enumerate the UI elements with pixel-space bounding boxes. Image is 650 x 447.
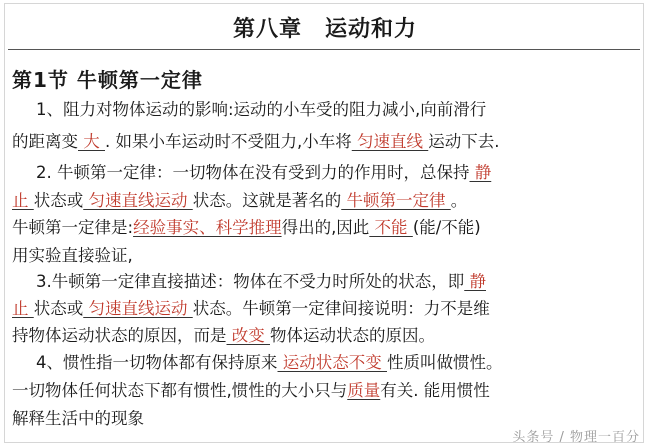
text-segment: 运动下去. — [428, 132, 500, 151]
text-segment: 牛顿第一定律是: — [12, 218, 134, 237]
text-segment: 2. 牛顿第一定律：一切物体在没有受到力的作用时，总保持 — [36, 163, 470, 182]
text-segment: 。 — [450, 191, 468, 210]
text-segment: 解释生活中的现象 — [12, 409, 144, 428]
text-segment: 持物体运动状态的原因，而是 — [12, 326, 227, 345]
text-line — [12, 322, 650, 350]
text-line — [12, 377, 650, 405]
text-segment: 物体运动状态的原因。 — [270, 326, 435, 345]
fill-in-answer: 运动状态不变 — [277, 353, 387, 372]
fill-in-answer: 匀速直线运动 — [83, 299, 193, 318]
text-line — [12, 187, 650, 215]
chapter-title: 第八章 运动和力 — [232, 17, 417, 42]
text-segment: 3.牛顿第一定律直接描述：物体在不受力时所处的状态，即 — [36, 272, 465, 291]
text-line — [12, 242, 650, 270]
text-segment: 状态或 — [33, 191, 84, 210]
text-line — [12, 128, 650, 156]
text-segment: 性质叫做惯性。 — [387, 353, 503, 372]
fill-in-answer: 大 — [78, 132, 105, 151]
text-segment: 4、惯性指一切物体都有保持原来 — [36, 353, 278, 372]
text-segment: 得出的,因此 — [281, 218, 370, 237]
text-line — [36, 268, 650, 296]
fill-in-answer: 止 — [12, 191, 34, 210]
fill-in-answer: 改变 — [226, 326, 270, 345]
text-segment: 状态。这就是著名的 — [192, 191, 342, 210]
text-segment: . 如果小车运动时不受阻力,小车将 — [105, 132, 352, 151]
fill-in-answer: 不能 — [369, 218, 413, 237]
text-segment: 用实验直接验证, — [12, 246, 133, 265]
text-segment: 状态。牛顿第一定律间接说明：力不是维 — [192, 299, 490, 318]
section-title: 第1节 牛顿第一定律 — [12, 68, 203, 92]
text-segment: 的距离变 — [12, 132, 78, 151]
text-line — [36, 159, 650, 187]
fill-in-answer: 匀速直线 — [351, 132, 429, 151]
text-segment: 1、阻力对物体运动的影响:运动的小车受的阻力减小,向前滑行 — [36, 100, 487, 119]
fill-in-answer: 静 — [464, 272, 486, 291]
text-line — [12, 214, 650, 242]
text-segment: 一切物体任何状态下都有惯性,惯性的大小只与 — [12, 381, 348, 400]
fill-in-answer: 止 — [12, 299, 34, 318]
watermark: 头条号 / 物理一百分 — [512, 430, 640, 445]
text-segment: 状态或 — [33, 299, 84, 318]
divider — [8, 49, 640, 50]
fill-in-answer: 静 — [469, 163, 492, 182]
fill-in-answer: 质量 — [347, 381, 381, 400]
fill-in-answer: 牛顿第一定律 — [341, 191, 451, 210]
text-line — [12, 295, 650, 323]
text-segment: (能/不能) — [412, 218, 481, 237]
fill-in-answer: 经验事实、科学推理 — [133, 218, 282, 237]
text-segment: 有关. 能用惯性 — [380, 381, 490, 400]
text-line — [36, 96, 650, 124]
fill-in-answer: 匀速直线运动 — [83, 191, 193, 210]
text-line — [36, 349, 650, 377]
